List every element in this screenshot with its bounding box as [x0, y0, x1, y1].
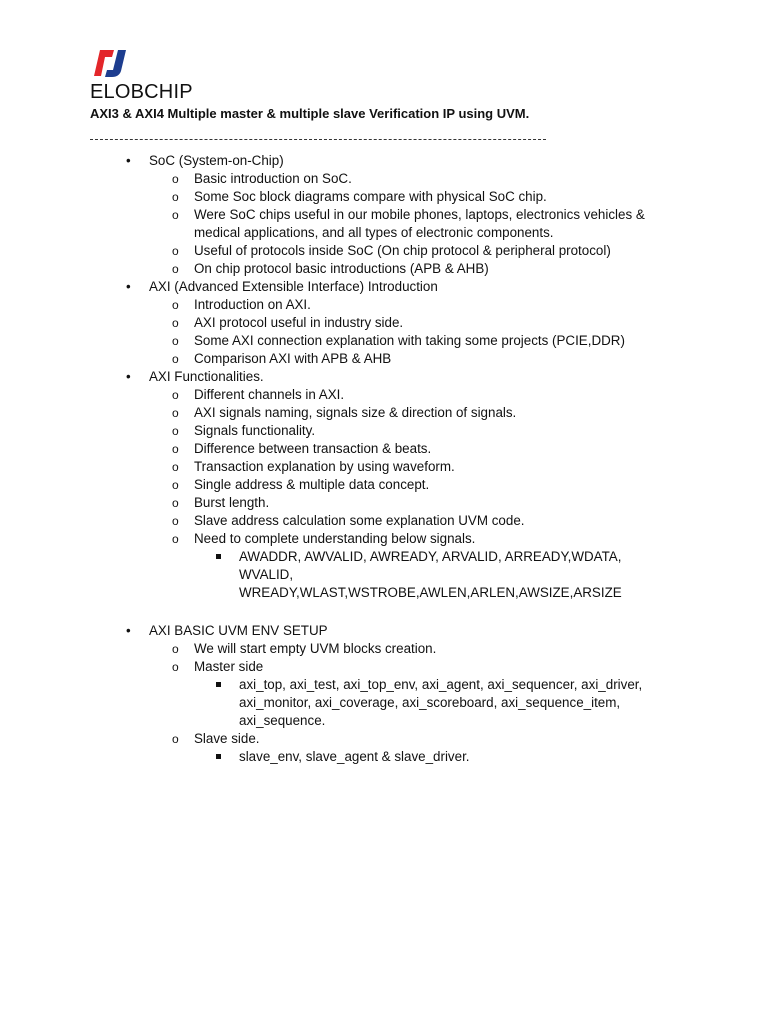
course-outline — [90, 152, 670, 766]
list-item: o Signals functionality. — [149, 422, 670, 440]
list-item: o On chip protocol basic introductions (APB & AHB) — [149, 260, 670, 278]
section-title: SoC (System-on-Chip) — [149, 153, 284, 168]
section-title: AXI Functionalities. — [149, 369, 264, 384]
list-item: o Transaction explanation by using waveform. — [149, 458, 670, 476]
sub-list-item: slave_env, slave_agent & slave_driver. — [194, 748, 670, 766]
list-item: o Single address & multiple data concept. — [149, 476, 670, 494]
list-item: o AXI protocol useful in industry side. — [149, 314, 670, 332]
list-item: o Introduction on AXI. — [149, 296, 670, 314]
section-axi-intro — [90, 278, 670, 368]
list-item: o Slave address calculation some explanation UVM code. — [149, 512, 670, 530]
list-item: o Need to complete understanding below signals. AWADDR, AWVALID, AWREADY, ARVALID, ARREADY,WDATA, WVALID, WREADY,WLAST,WSTROBE,AWLEN,ARLEN,AWSIZE,ARSIZE — [149, 530, 670, 602]
list-item: o Were SoC chips useful in our mobile phones, laptops, electronics vehicles & medical applications, and all types of electronic components. — [149, 206, 670, 242]
list-item: o Difference between transaction & beats. — [149, 440, 670, 458]
list-item: o Basic introduction on SoC. — [149, 170, 670, 188]
sub-list-item: AWADDR, AWVALID, AWREADY, ARVALID, ARREADY,WDATA, WVALID, WREADY,WLAST,WSTROBE,AWLEN,ARLEN,AWSIZE,ARSIZE — [194, 548, 670, 602]
elobchip-logo-icon — [90, 46, 132, 78]
section-soc — [90, 152, 670, 278]
list-item: o Comparison AXI with APB & AHB — [149, 350, 670, 368]
list-item: o Different channels in AXI. — [149, 386, 670, 404]
list-item: o Slave side. slave_env, slave_agent & slave_driver. — [149, 730, 670, 766]
sub-list-item: axi_top, axi_test, axi_top_env, axi_agent, axi_sequencer, axi_driver, axi_monitor, axi_coverage, axi_scoreboard, axi_sequence_item, axi_sequence. — [194, 676, 670, 730]
section-uvm-env-setup — [90, 622, 670, 766]
list-item: o Useful of protocols inside SoC (On chip protocol & peripheral protocol) — [149, 242, 670, 260]
list-item: o Some AXI connection explanation with taking some projects (PCIE,DDR) — [149, 332, 670, 350]
list-item: o Master side axi_top, axi_test, axi_top_env, axi_agent, axi_sequencer, axi_driver, axi_monitor, axi_coverage, axi_scoreboard, axi_sequence_item, axi_sequence. — [149, 658, 670, 730]
section-title: AXI (Advanced Extensible Interface) Introduction — [149, 279, 438, 294]
brand-name: ELOBCHIP — [90, 81, 193, 103]
section-axi-functionalities — [90, 368, 670, 602]
list-item: o Burst length. — [149, 494, 670, 512]
list-item: o We will start empty UVM blocks creation. — [149, 640, 670, 658]
list-item: o AXI signals naming, signals size & direction of signals. — [149, 404, 670, 422]
section-title: AXI BASIC UVM ENV SETUP — [149, 623, 328, 638]
document-subtitle: AXI3 & AXI4 Multiple master & multiple slave Verification IP using UVM. — [90, 106, 530, 121]
list-item: o Some Soc block diagrams compare with physical SoC chip. — [149, 188, 670, 206]
divider-rule — [90, 139, 546, 140]
